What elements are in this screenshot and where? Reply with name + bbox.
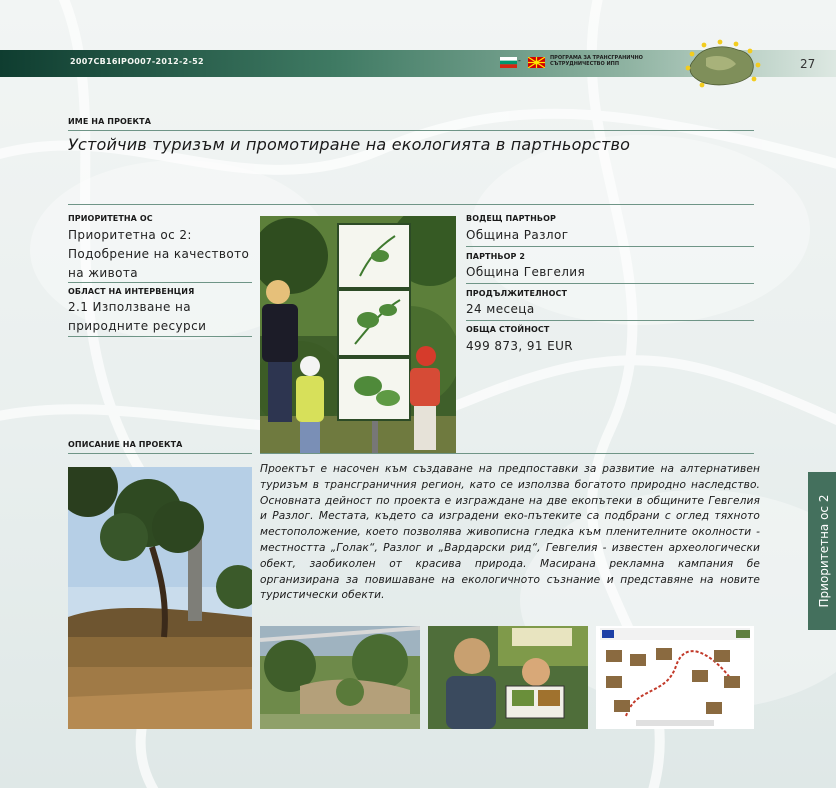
programme-logo-icon [676, 38, 766, 92]
total-cost-value: 499 873, 91 EUR [466, 339, 574, 353]
divider [260, 453, 754, 454]
divider [68, 130, 754, 131]
duration-label: ПРОДЪЛЖИТЕЛНОСТ [466, 289, 568, 298]
page-number: 27 [800, 57, 816, 71]
lead-partner-value: Община Разлог [466, 228, 569, 242]
landscape-photo [68, 467, 252, 729]
divider [68, 204, 754, 205]
divider [68, 453, 252, 454]
duration-value: 24 месеца [466, 302, 535, 316]
eco-trail-photo [260, 216, 456, 454]
intervention-area-value: 2.1 Използване на природните ресурси [68, 300, 207, 333]
programme-title: ПРОГРАМА ЗА ТРАНСГРАНИЧНО СЪТРУДНИЧЕСТВО ИПП [550, 55, 643, 67]
project-name-label: ИМЕ НА ПРОЕКТА [68, 117, 151, 126]
eco-trail-site-photo [260, 626, 420, 729]
project-description: Проектът е насочен към създаване на предпоставки за развитие на алтернативен туризъм в трансграничния регион, като се използва богатото природно наследство. Основната дейност по проекта е изграждане на две екопътеки в общините Гевгелия и Разлог. Местата, където са изградени еко-пътеките са подбрани с оглед тяхното местоположение, което позволява живописна гледка към пленителните околности - местността „Голак“, Разлог и „Вардарски рид“, Гевгелия - известен археологически обект, заобиколен от красива природа. Масирана рекламна кампания бе организирана за повишаване на екологичното съзнание и представяне на новите туристически обекти. [260, 463, 760, 602]
divider [466, 320, 754, 321]
intervention-area-label: ОБЛАСТ НА ИНТЕРВЕНЦИЯ [68, 287, 195, 296]
priority-axis-tab-label: Приоритетна ос 2 [817, 494, 831, 608]
eco-trail-map-photo [596, 626, 754, 729]
description-label: ОПИСАНИЕ НА ПРОЕКТА [68, 440, 183, 449]
divider [68, 336, 252, 337]
partner2-label: ПАРТНЬОР 2 [466, 252, 526, 261]
visitors-photo [428, 626, 588, 729]
divider [68, 282, 252, 283]
total-cost-label: ОБЩА СТОЙНОСТ [466, 325, 550, 334]
bulgaria-flag-icon [500, 57, 517, 68]
project-name: Устойчив туризъм и промотиране на екологията в партньорство [68, 135, 631, 154]
project-code: 2007CB16IPO007-2012-2-52 [70, 57, 204, 66]
priority-axis-value: Приоритетна ос 2: Подобрение на качеството на живота [68, 228, 250, 280]
divider [466, 246, 754, 247]
partner2-value: Община Гевгелия [466, 265, 586, 279]
divider [466, 283, 754, 284]
priority-axis-label: ПРИОРИТЕТНА ОС [68, 214, 153, 223]
priority-axis-tab [808, 472, 836, 630]
north-macedonia-flag-icon [528, 57, 545, 68]
flag-separator: - [518, 56, 521, 65]
lead-partner-label: ВОДЕЩ ПАРТНЬОР [466, 214, 556, 223]
